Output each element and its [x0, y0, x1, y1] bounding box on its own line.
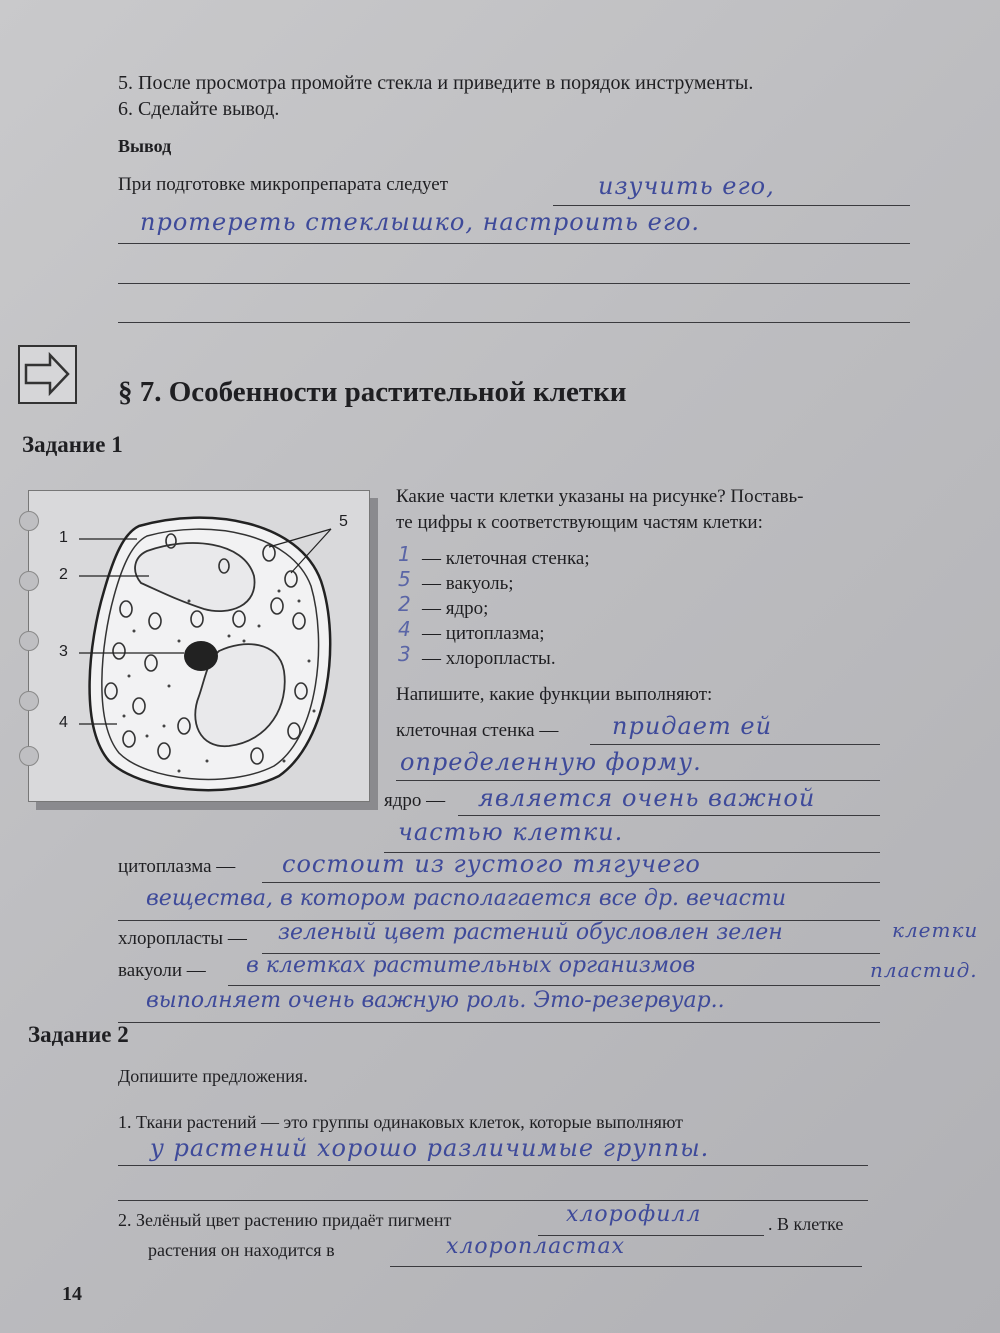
- chloroplasts-label: хлоропласты —: [118, 928, 247, 949]
- part-label: — цитоплазма;: [422, 623, 545, 644]
- figure-label-3: 3: [59, 643, 68, 660]
- task1-question-line1: Какие части клетки указаны на рисунке? Поставь-: [396, 486, 804, 507]
- task2-instruction: Допишите предложения.: [118, 1066, 308, 1086]
- figure-label-4: 4: [59, 714, 68, 731]
- part-answer-digit: 3: [398, 642, 411, 666]
- part-label: — ядро;: [422, 598, 489, 619]
- part-label: — вакуоль;: [422, 573, 514, 594]
- section-arrow-icon: [18, 345, 77, 404]
- vacuoles-answer-1: в клетках растительных организмов: [246, 953, 696, 978]
- chloroplasts-answer-2: пластид.: [870, 958, 978, 982]
- conclusion-prompt: При подготовке микропрепарата следует: [118, 174, 448, 195]
- section-title: § 7. Особенности растительной клетки: [118, 376, 627, 408]
- answer-line: [262, 882, 880, 883]
- part-answer-digit: 2: [398, 592, 411, 616]
- task2-heading: Задание 2: [28, 1022, 129, 1047]
- plant-cell-drawing: [29, 491, 369, 801]
- part-label: — клеточная стенка;: [422, 548, 590, 569]
- cytoplasm-answer-1: состоит из густого тягучего: [282, 850, 701, 878]
- step-6-text: 6. Сделайте вывод.: [118, 98, 280, 120]
- functions-prompt: Напишите, какие функции выполняют:: [396, 684, 713, 705]
- task2-item2-answer-c: хлоропластах: [446, 1234, 625, 1259]
- answer-line: [118, 283, 910, 284]
- answer-line: [228, 985, 880, 986]
- conclusion-answer-1: изучить его,: [598, 172, 775, 200]
- answer-line: [118, 243, 910, 244]
- cell-wall-label: клеточная стенка —: [396, 720, 559, 741]
- task2-item2-part-b: . В клетке: [768, 1214, 844, 1234]
- cytoplasm-answer-2: вещества, в котором располагается все др. вечасти: [146, 886, 786, 911]
- nucleus-label: ядро —: [384, 790, 446, 811]
- step-5-text: 5. После просмотра промойте стекла и приведите в порядок инструменты.: [118, 72, 754, 94]
- answer-line: [458, 815, 880, 816]
- answer-line: [590, 744, 880, 745]
- answer-line: [118, 1200, 868, 1201]
- figure-label-5: 5: [339, 513, 348, 530]
- part-answer-digit: 1: [398, 542, 411, 566]
- answer-line: [118, 322, 910, 323]
- cell-figure: [28, 490, 370, 802]
- cell-wall-answer-2: определенную форму.: [400, 748, 702, 776]
- figure-label-2: 2: [59, 566, 68, 583]
- nucleus-answer-2: частью клетки.: [398, 818, 624, 846]
- task2-item1-answer: у растений хорошо различимые группы.: [150, 1134, 710, 1162]
- cell-wall-answer-1: придает ей: [612, 712, 773, 740]
- conclusion-answer-2: протереть стеклышко, настроить его.: [140, 208, 701, 236]
- answer-line: [390, 1266, 862, 1267]
- conclusion-heading: Вывод: [118, 136, 172, 156]
- chloroplasts-answer-1: зеленый цвет растений обусловлен зелен: [278, 920, 783, 945]
- task1-heading: Задание 1: [22, 432, 123, 457]
- part-answer-digit: 5: [398, 567, 411, 591]
- answer-line: [118, 1165, 868, 1166]
- answer-line: [553, 205, 910, 206]
- nucleus-answer-1: является очень важной: [478, 784, 816, 812]
- page-number: 14: [62, 1283, 82, 1305]
- figure-label-1: 1: [59, 529, 68, 546]
- answer-line: [118, 1022, 880, 1023]
- task2-item2-part-c: растения он находится в: [148, 1240, 335, 1260]
- part-label: — хлоропласты.: [422, 648, 556, 669]
- cytoplasm-label: цитоплазма —: [118, 856, 236, 877]
- task2-item1: 1. Ткани растений — это группы одинаковых клеток, которые выполняют: [118, 1112, 684, 1132]
- vacuoles-answer-2: выполняет очень важную роль. Это-резервуар..: [146, 988, 725, 1013]
- part-answer-digit: 4: [398, 617, 411, 641]
- cytoplasm-answer-3: клетки: [892, 918, 979, 942]
- vacuoles-label: вакуоли —: [118, 960, 206, 981]
- task2-item2-part-a: 2. Зелёный цвет растению придаёт пигмент: [118, 1210, 452, 1230]
- task2-item2-answer-a: хлорофилл: [566, 1202, 702, 1227]
- task1-question-line2: те цифры к соответствующим частям клетки:: [396, 512, 763, 533]
- answer-line: [396, 780, 880, 781]
